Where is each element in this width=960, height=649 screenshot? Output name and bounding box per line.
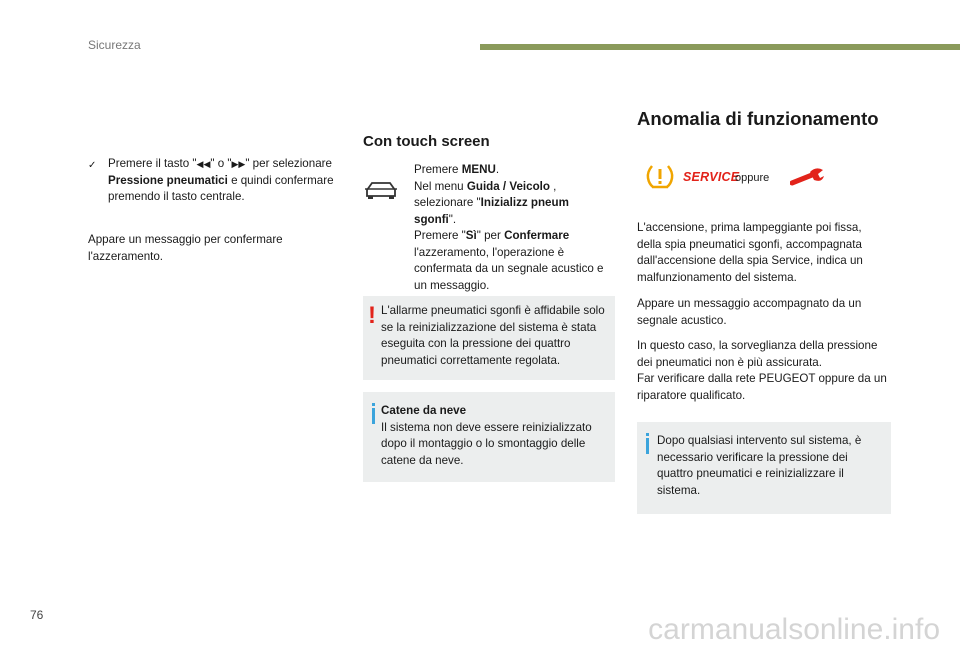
warning-exclamation-icon: !	[368, 302, 376, 329]
anomaly-info-box	[637, 422, 891, 514]
or-text: oppure	[735, 172, 770, 184]
section-title: Sicurezza	[88, 38, 141, 52]
confirm-paragraph: Appare un messaggio per confermare l'azzeramento.	[88, 233, 283, 263]
warning-text: L'allarme pneumatici sgonfi è affidabile solo se la reinizializzazione del sistema è stata eseguita con la pressione dei quattro pneumatici correttamente regolata.	[381, 304, 605, 367]
anomaly-p1: L'accensione, prima lampeggiante poi fissa, della spia pneumatici sgonfi, accompagnata dall'accensione della spia Service, indica un malfunzionamento del sistema.	[637, 221, 863, 284]
wrench-icon	[790, 166, 826, 193]
forward-icon: ▶▶	[231, 159, 246, 169]
page-number: 76	[30, 608, 44, 622]
anomaly-p2: Appare un messaggio accompagnato da un segnale acustico.	[637, 297, 862, 327]
touch-instructions: Premere MENU. Nel menu Guida / Veicolo , selezionare "Inizializz pneum sgonfi". Premere "Sì" per Confermare l'azzeramento, l'operazione è confermata da un segnale acustico e un messaggio.	[414, 163, 604, 292]
tyre-pressure-warning-icon	[645, 164, 675, 195]
info-icon	[646, 433, 649, 454]
car-icon	[364, 178, 398, 205]
snow-chains-box	[363, 392, 615, 482]
service-warning-label: SERVICE	[683, 170, 740, 184]
rewind-icon: ◀◀	[196, 159, 211, 169]
touch-heading: Con touch screen	[363, 133, 490, 150]
anomaly-info-text: Dopo qualsiasi intervento sul sistema, è necessario verificare la pressione dei quattro pneumatici e reinizializzare il sistema.	[657, 434, 862, 497]
site-watermark: carmanualsonline.info	[648, 613, 940, 646]
info-icon	[372, 403, 375, 424]
step-instruction: Premere il tasto "◀◀" o "▶▶" per selezionare Pressione pneumatici e quindi confermare premendo il tasto centrale.	[108, 157, 334, 203]
anomaly-heading: Anomalia di funzionamento	[637, 108, 879, 129]
anomaly-p3: In questo caso, la sorveglianza della pressione dei pneumatici non è più assicurata. Far verificare dalla rete PEUGEOT oppure da un riparatore qualificato.	[637, 339, 887, 402]
warning-box	[363, 296, 615, 380]
section-accent-bar	[480, 44, 960, 50]
snow-chains-text: Catene da neve Il sistema non deve essere reinizializzato dopo il montaggio o lo smontaggio delle catene da neve.	[381, 404, 592, 467]
bullet-icon: ✓	[88, 160, 97, 171]
